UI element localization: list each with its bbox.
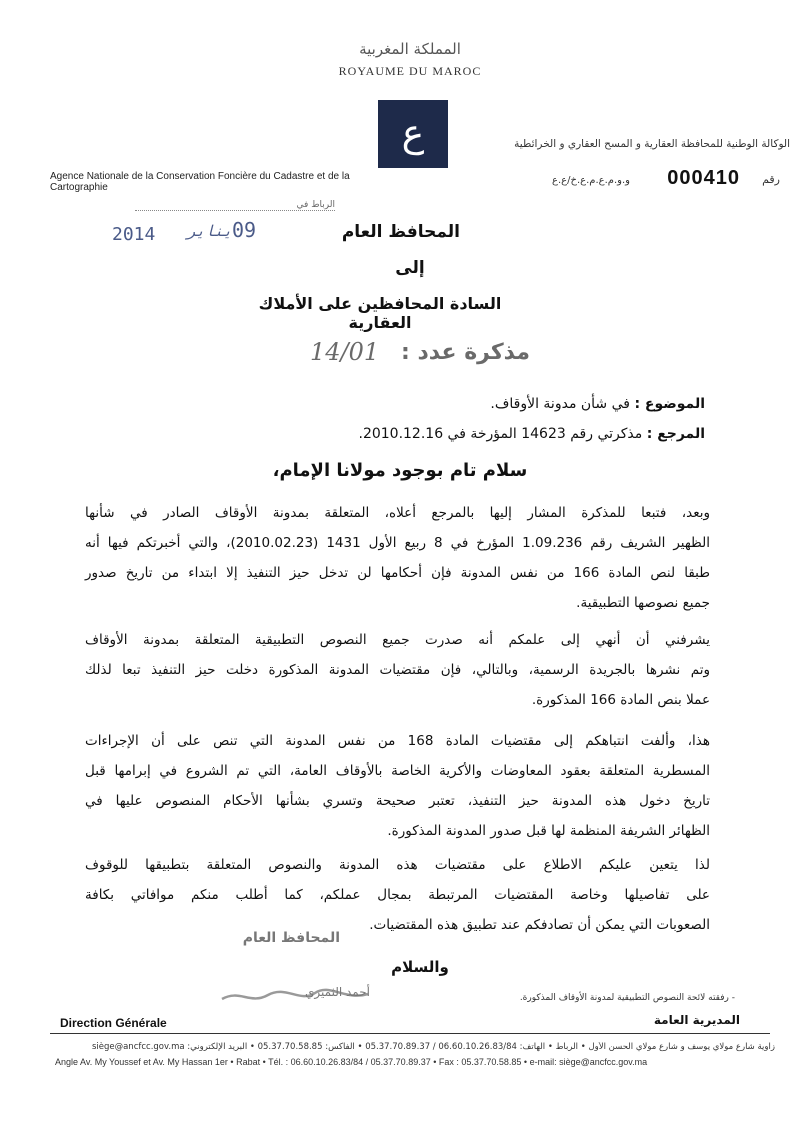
kingdom-name-fr: ROYAUME DU MAROC — [338, 64, 482, 78]
paragraph-3 — [85, 726, 710, 846]
memo-number: 14/01 — [310, 338, 380, 366]
paragraph-line: طبقا لنص المادة 166 من نفس المدونة فإن أحكامها لن تدخل حيز التنفيذ إلا ابتداء من تاريخ صدور — [85, 565, 710, 581]
closing-salutation: والسلام — [391, 958, 449, 976]
paragraph-line: المسطرية المتعلقة بعقود المعاوضات والأكرية الخاصة بالأوقاف العامة، التي تم الشروع في إبرامها قبل — [85, 763, 710, 779]
paragraph-line: وتم نشرها بالجريدة الرسمية، وبالتالي، فإن مقتضيات المدونة المذكورة دخلت حيز التنفيذ تبعا لذلك — [85, 662, 710, 678]
signature-stamp-title: المحافظ العام — [242, 930, 340, 946]
kingdom-name-ar: المملكة المغربية — [359, 40, 461, 58]
memo-number-block — [300, 340, 530, 370]
paragraph-4 — [85, 850, 710, 940]
footer-address-fr: Angle Av. My Youssef et Av. My Hassan 1er • Rabat • Tél. : 06.60.10.26.83/84 / 05.37.70.89.37 • Fax : 05.37.70.58.85 • e-mail: siège@ancfcc.gov.ma — [55, 1057, 648, 1067]
paragraph-2 — [85, 625, 710, 715]
reference-line-label: المرجع : — [646, 426, 705, 442]
annex-note: - رفقته لائحة النصوص التطبيقية لمدونة الأوقاف المذكورة. — [519, 993, 735, 1003]
paragraph-line: جميع نصوصها التطبيقية. — [576, 595, 710, 611]
reference-line-text: مذكرتي رقم 14623 المؤرخة في 2010.12.16. — [358, 426, 643, 442]
paragraph-line: تاريخ دخول هذه المدونة حيز التنفيذ، تعتبر صحيحة وتسري بشأنها الأحكام المنصوص عليها في — [85, 793, 710, 809]
rabat-date-line: الرباط في — [135, 200, 335, 211]
sender-title: المحافظ العام — [341, 222, 460, 242]
subject-text: في شأن مدونة الأوقاف. — [490, 396, 630, 412]
date-stamp-day: 09 — [232, 218, 257, 242]
footer-divider — [50, 1033, 770, 1034]
paragraph-line: هذا، وألفت انتباهكم إلى مقتضيات المادة 168 من نفس المدونة التي تنص على أن الإجراءات — [85, 733, 710, 749]
reference-label: رقم — [762, 173, 780, 186]
agency-name-fr: Agence Nationale de la Conservation Foncière du Cadastre et de la Cartographie — [50, 171, 350, 193]
paragraph-line: الظهائر الشريفة المنظمة لها قبل صدور المدونة المذكورة. — [387, 823, 710, 839]
paragraph-line: الظهير الشريف رقم 1.09.236 المؤرخ في 8 ربيع الأول 1431 (2010.02.23)، والتي أخبرتكم فيها أنه — [85, 535, 710, 551]
reference-number: 000410 — [667, 167, 740, 189]
paragraph-line: وبعد، فتبعا للمذكرة المشار إليها بالمرجع أعلاه، المتعلقة بمدونة الأوقاف الصادر في شأنها — [85, 505, 710, 521]
footer-address-ar: زاوية شارع مولاي يوسف و شارع مولاي الحسن الأول • الرباط • الهاتف: 06.60.10.26.83/84 / 05.37.70.89.37 • الفاكس: 05.37.70.58.85 • البريد الإلكتروني: siège@ancfcc.gov.ma — [91, 1042, 775, 1052]
signer-name — [220, 985, 370, 1007]
date-stamp-month: يناير — [187, 222, 233, 240]
subject-line — [340, 396, 705, 412]
paragraph-line: لذا يتعين عليكم الاطلاع على مقتضيات هذه المدونة والنصوص المتعلقة بتطبيقها للوقوف — [85, 857, 710, 873]
to-label: إلى — [395, 258, 425, 278]
signer-name-text: أحمد الثميري — [305, 985, 370, 999]
subject-label: الموضوع : — [634, 396, 705, 412]
paragraph-line: عملا بنص المادة 166 المذكورة. — [531, 692, 710, 708]
reference-number-row — [480, 167, 780, 193]
reference-code: و.و.م.ع.م.ع.خ/ع.ع — [552, 175, 630, 186]
agency-name-ar: الوكالة الوطنية للمحافظة العقارية و المسح العقاري و الخرائطية — [514, 138, 790, 150]
paragraph-1 — [85, 498, 710, 618]
greeting: سلام تام بوجود مولانا الإمام، — [272, 460, 528, 481]
paragraph-line: على تفاصيلها وخاصة المقتضيات المرتبطة بمجال عملكم، كما أطلب منكم موافاتي بكافة — [85, 887, 710, 903]
paragraph-line: يشرفني أن أنهي إلى علمكم أنه صدرت جميع النصوص التطبيقية المتعلقة بمدونة الأوقاف — [85, 632, 710, 648]
addressee: السادة المحافظين على الأملاك العقارية — [258, 294, 502, 332]
agency-logo: ع ف — [378, 100, 448, 168]
footer-direction-fr: Direction Générale — [60, 1016, 167, 1030]
footer-direction-ar: المديرية العامة — [653, 1013, 740, 1027]
date-stamp — [112, 218, 262, 246]
memo-label: مذكرة عدد : — [401, 340, 530, 365]
date-stamp-year: 2014 — [112, 224, 156, 245]
paragraph-line: الصعوبات التي يمكن أن تصادفكم عند تطبيق هذه المقتضيات. — [369, 917, 710, 933]
reference-line — [340, 426, 705, 442]
